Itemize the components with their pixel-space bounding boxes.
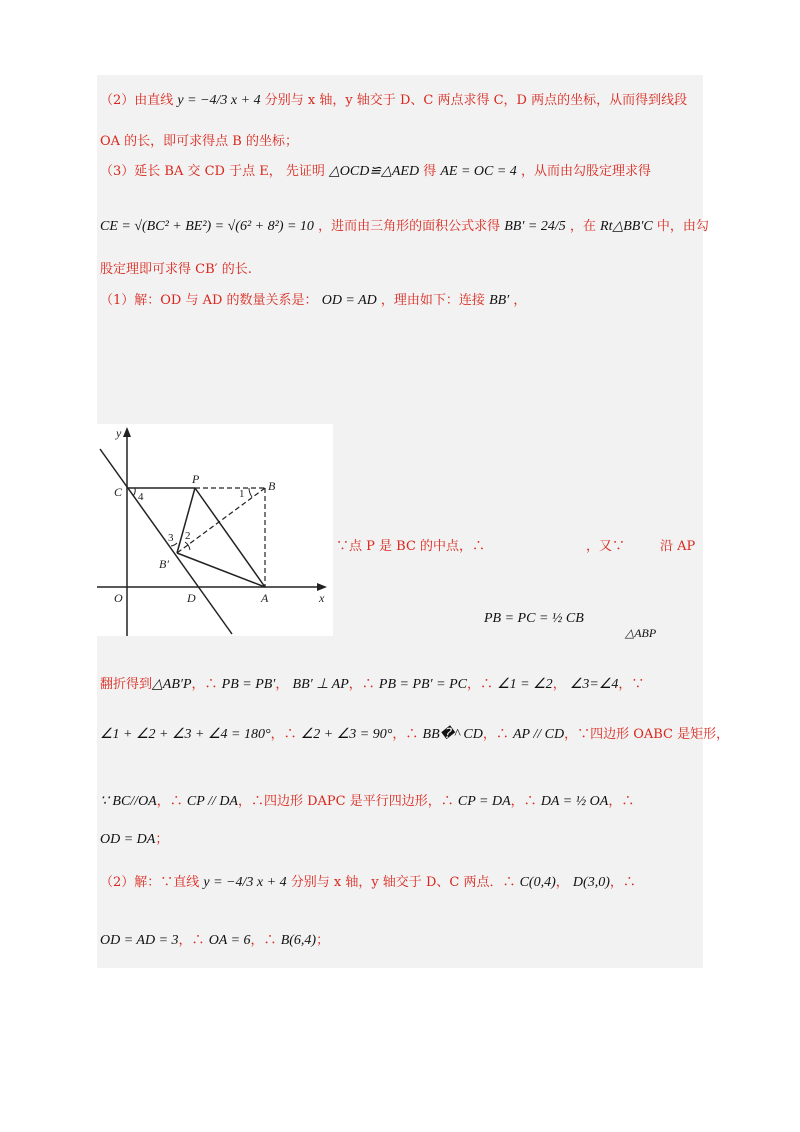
label-angle-4: 4 bbox=[138, 491, 144, 503]
proof-line2: ∠1 + ∠2 + ∠3 + ∠4 = 180°，∴ ∠2 + ∠3 = 90°，∴ BB�^ CD，∴ AP // CD，∵四边形 OABC 是矩形， bbox=[100, 727, 730, 742]
geometry-diagram bbox=[97, 424, 333, 636]
line-equation: y = −4/3 x + 4 bbox=[177, 93, 261, 108]
x-axis-arrow bbox=[317, 583, 327, 591]
label-angle-2: 2 bbox=[185, 530, 191, 542]
proof-line3: ∵ BC//OA，∴ CP // DA，∴四边形 DAPC 是平行四边形，∴ CP = DA，∴ DA = ½ OA，∴ bbox=[100, 794, 635, 809]
part3-hint-line2: CE = √(BC² + BE²) = √(6² + 8²) = 10 ，进而由三角形的面积公式求得 BB′ = 24/5 ，在 Rt△BB′C 中，由勾 bbox=[100, 219, 709, 234]
side-along-ap: 沿 AP bbox=[660, 539, 696, 554]
label-angle-1: 1 bbox=[239, 488, 245, 500]
part3-hint-line3: 股定理即可求得 CB′ 的长. bbox=[100, 262, 252, 277]
label-o: O bbox=[114, 591, 123, 605]
part2-hint-line1: （2）由直线 y = −4/3 x + 4 分别与 x 轴，y 轴交于 D、C 两点求得 C，D 两点的坐标，从而得到线段 bbox=[100, 93, 688, 108]
angle-1-arc bbox=[249, 488, 252, 497]
line-cd bbox=[100, 449, 232, 634]
part2-solution-line2: OD = AD = 3，∴ OA = 6，∴ B(6,4)； bbox=[100, 933, 330, 948]
segment-bbprime bbox=[177, 488, 265, 553]
segment-pa bbox=[195, 488, 265, 587]
segment-bprime-a bbox=[177, 553, 265, 587]
label-bprime: B′ bbox=[159, 557, 169, 571]
proof-line4: OD = DA； bbox=[100, 832, 169, 847]
label-c: C bbox=[114, 485, 123, 499]
label-y: y bbox=[116, 426, 122, 440]
label-angle-3: 3 bbox=[168, 532, 174, 544]
proof-line1: 翻折得到△AB′P，∴ PB = PB′， BB′ ⊥ AP，∴ PB = PB′ = PC，∴ ∠1 = ∠2， ∠3=∠4，∵ bbox=[100, 677, 645, 692]
triangle-abp: △ABP bbox=[625, 626, 657, 640]
label-d: D bbox=[187, 591, 196, 605]
pb-pc-half-cb: PB = PC = ½ CB bbox=[484, 611, 584, 626]
part2-hint-line2: OA 的长，即可求得点 B 的坐标； bbox=[100, 134, 298, 149]
label-p: P bbox=[192, 472, 200, 486]
angle-4-arc bbox=[133, 488, 135, 496]
label-b: B bbox=[268, 479, 276, 493]
label-a: A bbox=[261, 591, 269, 605]
y-axis-arrow bbox=[123, 427, 131, 437]
side-and-because: ，又∵ bbox=[586, 539, 626, 554]
label-x: x bbox=[319, 591, 325, 605]
side-because-p: ∵点 P 是 BC 的中点，∴ bbox=[336, 539, 486, 554]
part1-solution-line: （1）解：OD 与 AD 的数量关系是： OD = AD ，理由如下：连接 BB′ ， bbox=[100, 293, 527, 308]
part2-solution-line1: （2）解：∵直线 y = −4/3 x + 4 分别与 x 轴，y 轴交于 D、C 两点．∴ C(0,4)， D(3,0)，∴ bbox=[100, 875, 636, 890]
part3-hint-line1: （3）延长 BA 交 CD 于点 E， 先证明 △OCD≌△AED 得 AE = OC = 4 ，从而由勾股定理求得 bbox=[100, 164, 651, 179]
